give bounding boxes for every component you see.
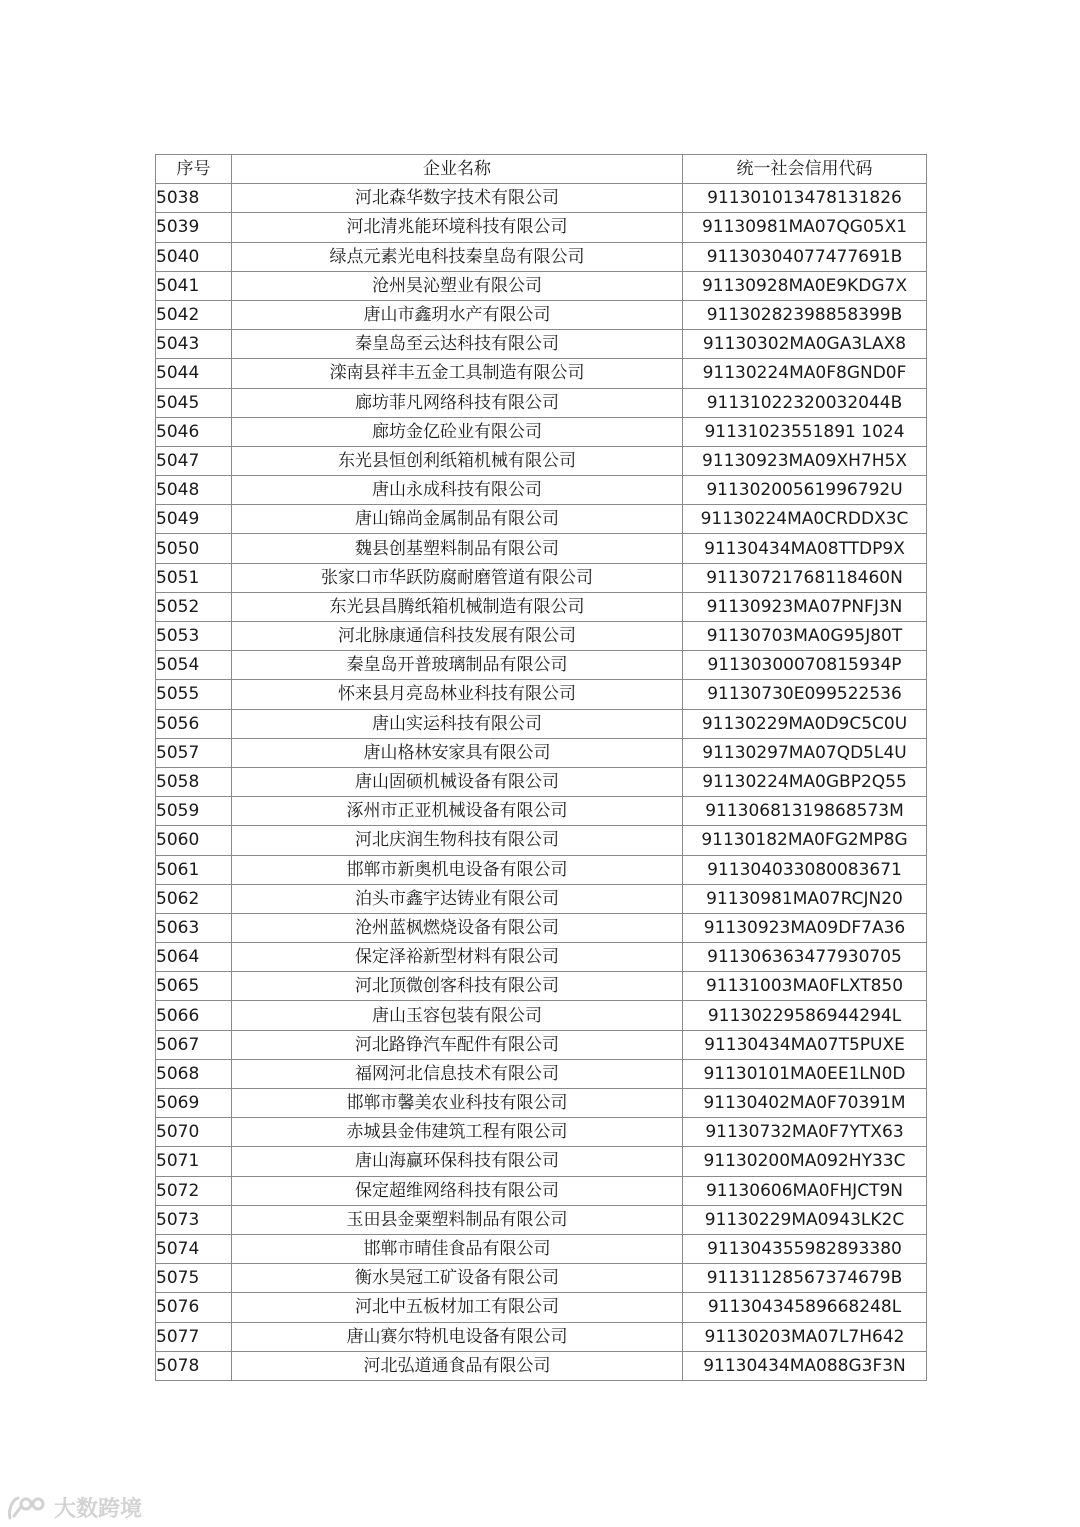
table-row [156, 563, 927, 592]
cell-credit-code: 91131128567374679B [683, 1264, 927, 1293]
cell-company-name: 河北弘道通食品有限公司 [232, 1351, 683, 1380]
cell-seq: 5045 [156, 388, 232, 417]
cell-credit-code: 91131023551891 1024 [683, 417, 927, 446]
cell-company-name: 保定泽裕新型材料有限公司 [232, 943, 683, 972]
cell-credit-code: 91130302MA0GA3LAX8 [683, 330, 927, 359]
cell-company-name: 邯郸市晴佳食品有限公司 [232, 1234, 683, 1263]
cell-credit-code: 91130224MA0GBP2Q55 [683, 767, 927, 796]
brand-logo-icon [6, 1492, 50, 1522]
cell-company-name: 绿点元素光电科技秦皇岛有限公司 [232, 242, 683, 271]
cell-seq: 5038 [156, 184, 232, 213]
table-row [156, 446, 927, 475]
cell-seq: 5048 [156, 476, 232, 505]
cell-seq: 5060 [156, 826, 232, 855]
cell-company-name: 唐山格林安家具有限公司 [232, 738, 683, 767]
table-row [156, 1205, 927, 1234]
cell-credit-code: 91130923MA07PNFJ3N [683, 592, 927, 621]
header-credit-code: 统一社会信用代码 [683, 155, 927, 184]
cell-company-name: 沧州蓝枫燃烧设备有限公司 [232, 913, 683, 942]
cell-company-name: 廊坊金亿砼业有限公司 [232, 417, 683, 446]
table-row [156, 1234, 927, 1263]
table-row [156, 680, 927, 709]
table-row [156, 1147, 927, 1176]
cell-credit-code: 911301013478131826 [683, 184, 927, 213]
table-row [156, 1118, 927, 1147]
table-row [156, 767, 927, 796]
table-row [156, 1264, 927, 1293]
cell-credit-code: 911304033080083671 [683, 855, 927, 884]
cell-credit-code: 91130297MA07QD5L4U [683, 738, 927, 767]
cell-company-name: 赤城县金伟建筑工程有限公司 [232, 1118, 683, 1147]
table-row [156, 271, 927, 300]
cell-company-name: 河北顶微创客科技有限公司 [232, 972, 683, 1001]
table-row [156, 855, 927, 884]
cell-seq: 5044 [156, 359, 232, 388]
cell-company-name: 唐山海赢环保科技有限公司 [232, 1147, 683, 1176]
table-row [156, 1322, 927, 1351]
cell-company-name: 唐山固硕机械设备有限公司 [232, 767, 683, 796]
cell-seq: 5046 [156, 417, 232, 446]
cell-seq: 5066 [156, 1001, 232, 1030]
cell-credit-code: 91130203MA07L7H642 [683, 1322, 927, 1351]
cell-seq: 5050 [156, 534, 232, 563]
table-row [156, 826, 927, 855]
table-row [156, 300, 927, 329]
table-row [156, 884, 927, 913]
table-row [156, 476, 927, 505]
cell-credit-code: 91130300070815934P [683, 651, 927, 680]
cell-company-name: 唐山实运科技有限公司 [232, 709, 683, 738]
table-row [156, 1059, 927, 1088]
cell-seq: 5053 [156, 622, 232, 651]
header-seq: 序号 [156, 155, 232, 184]
cell-company-name: 河北清兆能环境科技有限公司 [232, 213, 683, 242]
cell-seq: 5056 [156, 709, 232, 738]
cell-seq: 5059 [156, 797, 232, 826]
cell-credit-code: 911304355982893380 [683, 1234, 927, 1263]
table-row [156, 913, 927, 942]
cell-seq: 5041 [156, 271, 232, 300]
table-row [156, 417, 927, 446]
cell-seq: 5077 [156, 1322, 232, 1351]
table-row [156, 1089, 927, 1118]
cell-credit-code: 91130928MA0E9KDG7X [683, 271, 927, 300]
cell-seq: 5042 [156, 300, 232, 329]
table-row [156, 213, 927, 242]
table-row [156, 242, 927, 271]
cell-company-name: 邯郸市馨美农业科技有限公司 [232, 1089, 683, 1118]
cell-company-name: 河北庆润生物科技有限公司 [232, 826, 683, 855]
cell-credit-code: 91130229MA0943LK2C [683, 1205, 927, 1234]
cell-company-name: 唐山永成科技有限公司 [232, 476, 683, 505]
cell-seq: 5057 [156, 738, 232, 767]
cell-seq: 5039 [156, 213, 232, 242]
cell-credit-code: 91130200561996792U [683, 476, 927, 505]
cell-company-name: 廊坊菲凡网络科技有限公司 [232, 388, 683, 417]
cell-seq: 5065 [156, 972, 232, 1001]
cell-credit-code: 91130923MA09XH7H5X [683, 446, 927, 475]
cell-company-name: 衡水昊冠工矿设备有限公司 [232, 1264, 683, 1293]
header-company-name: 企业名称 [232, 155, 683, 184]
cell-seq: 5040 [156, 242, 232, 271]
cell-credit-code: 91130681319868573M [683, 797, 927, 826]
cell-company-name: 秦皇岛至云达科技有限公司 [232, 330, 683, 359]
cell-credit-code: 91130730E099522536 [683, 680, 927, 709]
cell-seq: 5070 [156, 1118, 232, 1147]
cell-seq: 5075 [156, 1264, 232, 1293]
cell-seq: 5047 [156, 446, 232, 475]
cell-seq: 5052 [156, 592, 232, 621]
cell-credit-code: 91130923MA09DF7A36 [683, 913, 927, 942]
cell-credit-code: 91130101MA0EE1LN0D [683, 1059, 927, 1088]
cell-credit-code: 91130282398858399B [683, 300, 927, 329]
cell-company-name: 涿州市正亚机械设备有限公司 [232, 797, 683, 826]
table-row [156, 1293, 927, 1322]
cell-seq: 5058 [156, 767, 232, 796]
cell-company-name: 唐山玉容包装有限公司 [232, 1001, 683, 1030]
cell-credit-code: 91131022320032044B [683, 388, 927, 417]
cell-seq: 5078 [156, 1351, 232, 1380]
cell-seq: 5051 [156, 563, 232, 592]
cell-credit-code: 91130981MA07RCJN20 [683, 884, 927, 913]
table-row [156, 388, 927, 417]
cell-company-name: 邯郸市新奥机电设备有限公司 [232, 855, 683, 884]
cell-seq: 5055 [156, 680, 232, 709]
cell-seq: 5069 [156, 1089, 232, 1118]
cell-credit-code: 91130606MA0FHJCT9N [683, 1176, 927, 1205]
table-row [156, 184, 927, 213]
cell-seq: 5062 [156, 884, 232, 913]
cell-credit-code: 91130304077477691B [683, 242, 927, 271]
cell-credit-code: 91130434MA088G3F3N [683, 1351, 927, 1380]
cell-seq: 5076 [156, 1293, 232, 1322]
cell-company-name: 唐山赛尔特机电设备有限公司 [232, 1322, 683, 1351]
cell-credit-code: 91130200MA092HY33C [683, 1147, 927, 1176]
table-row [156, 330, 927, 359]
cell-company-name: 河北中五板材加工有限公司 [232, 1293, 683, 1322]
cell-seq: 5071 [156, 1147, 232, 1176]
cell-company-name: 河北脉康通信科技发展有限公司 [232, 622, 683, 651]
cell-company-name: 河北森华数字技术有限公司 [232, 184, 683, 213]
watermark-text: 大数跨境 [54, 1496, 143, 1522]
cell-credit-code: 91130224MA0CRDDX3C [683, 505, 927, 534]
cell-credit-code: 91130703MA0G95J80T [683, 622, 927, 651]
table-row [156, 738, 927, 767]
cell-credit-code: 911306363477930705 [683, 943, 927, 972]
cell-company-name: 泊头市鑫宇达铸业有限公司 [232, 884, 683, 913]
cell-seq: 5043 [156, 330, 232, 359]
cell-seq: 5073 [156, 1205, 232, 1234]
cell-company-name: 唐山锦尚金属制品有限公司 [232, 505, 683, 534]
table-row [156, 1176, 927, 1205]
table-row [156, 534, 927, 563]
table-row [156, 359, 927, 388]
table-row [156, 797, 927, 826]
table-row [156, 622, 927, 651]
table-row [156, 943, 927, 972]
table-row [156, 972, 927, 1001]
cell-credit-code: 91130229586944294L [683, 1001, 927, 1030]
cell-seq: 5074 [156, 1234, 232, 1263]
cell-seq: 5049 [156, 505, 232, 534]
table-row [156, 1030, 927, 1059]
cell-credit-code: 91130402MA0F70391M [683, 1089, 927, 1118]
cell-credit-code: 91130434MA07T5PUXE [683, 1030, 927, 1059]
cell-seq: 5068 [156, 1059, 232, 1088]
cell-credit-code: 91130182MA0FG2MP8G [683, 826, 927, 855]
cell-company-name: 玉田县金粟塑料制品有限公司 [232, 1205, 683, 1234]
cell-credit-code: 91130721768118460N [683, 563, 927, 592]
cell-credit-code: 91130434MA08TTDP9X [683, 534, 927, 563]
cell-company-name: 沧州昊沁塑业有限公司 [232, 271, 683, 300]
cell-seq: 5064 [156, 943, 232, 972]
cell-company-name: 河北路铮汽车配件有限公司 [232, 1030, 683, 1059]
cell-company-name: 东光县昌腾纸箱机械制造有限公司 [232, 592, 683, 621]
table-row [156, 592, 927, 621]
table-row [156, 651, 927, 680]
cell-seq: 5072 [156, 1176, 232, 1205]
cell-seq: 5067 [156, 1030, 232, 1059]
cell-company-name: 张家口市华跃防腐耐磨管道有限公司 [232, 563, 683, 592]
cell-company-name: 秦皇岛开普玻璃制品有限公司 [232, 651, 683, 680]
table-row [156, 1351, 927, 1380]
table-row [156, 1001, 927, 1030]
cell-credit-code: 91131003MA0FLXT850 [683, 972, 927, 1001]
cell-credit-code: 91130732MA0F7YTX63 [683, 1118, 927, 1147]
watermark [6, 1490, 142, 1524]
cell-company-name: 东光县恒创利纸箱机械有限公司 [232, 446, 683, 475]
cell-company-name: 保定超维网络科技有限公司 [232, 1176, 683, 1205]
cell-seq: 5054 [156, 651, 232, 680]
table-row [156, 505, 927, 534]
cell-company-name: 滦南县祥丰五金工具制造有限公司 [232, 359, 683, 388]
enterprise-table [155, 154, 927, 1381]
cell-company-name: 魏县创基塑料制品有限公司 [232, 534, 683, 563]
cell-credit-code: 91130434589668248L [683, 1293, 927, 1322]
cell-company-name: 唐山市鑫玥水产有限公司 [232, 300, 683, 329]
cell-credit-code: 91130981MA07QG05X1 [683, 213, 927, 242]
cell-company-name: 怀来县月亮岛林业科技有限公司 [232, 680, 683, 709]
cell-seq: 5061 [156, 855, 232, 884]
table-header-row [156, 155, 927, 184]
cell-credit-code: 91130224MA0F8GND0F [683, 359, 927, 388]
cell-company-name: 福网河北信息技术有限公司 [232, 1059, 683, 1088]
cell-credit-code: 91130229MA0D9C5C0U [683, 709, 927, 738]
cell-seq: 5063 [156, 913, 232, 942]
table-row [156, 709, 927, 738]
